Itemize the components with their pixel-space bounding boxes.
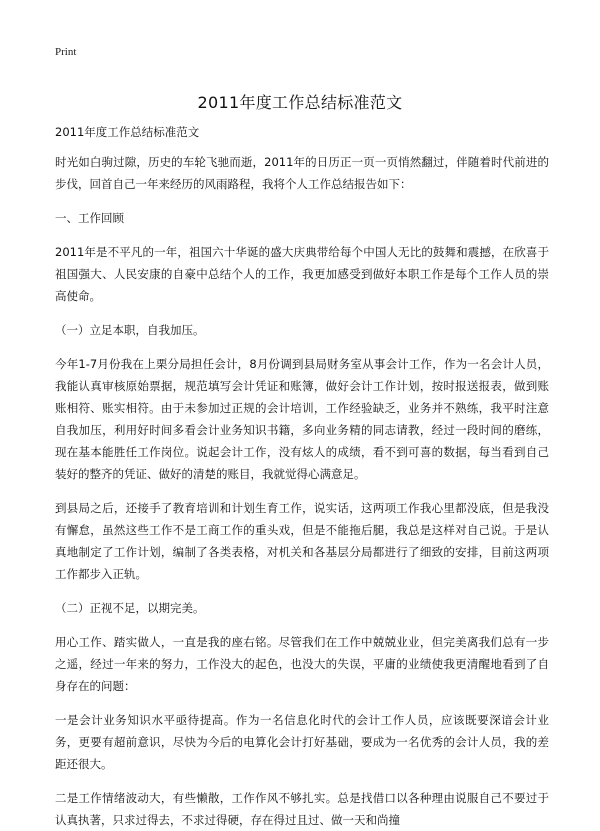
paragraph-problem-one: 一是会计业务知识水平亟待提高。作为一名信息化时代的会计工作人员，应该既要深谙会计业务，更要有超前意识，尽快为今后的电算化会计打好基础，要成为一名优秀的会计人员，我的差距还很大。 bbox=[55, 713, 549, 771]
paragraph-problem-two: 二是工作情绪波动大，有些懒散，工作作风不够扎实。总是找借口以各种理由说服自己不要过于认真执著，只求过得去，不求过得硬，存在得过且过、做一天和尚撞 bbox=[55, 791, 549, 827]
paragraph-year-overview: 2011年是不平凡的一年，祖国六十华诞的盛大庆典带给每个中国人无比的鼓舞和震撼，在欣喜于祖国强大、人民安康的自豪中总结个人的工作，我更加感受到做好本职工作是每个工作人员的崇高使命。 bbox=[55, 245, 549, 303]
page-title: 2011年度工作总结标准范文 bbox=[197, 92, 403, 112]
paragraph-motto: 用心工作、踏实做人，一直是我的座右铭。尽管我们在工作中兢兢业业，但完美离我们总有一步之遥，经过一年来的努力，工作没大的起色，也没大的失误，平庸的业绩使我更清醒地看到了自身存在的问题： bbox=[55, 635, 549, 693]
paragraph-accounting-work: 今年1-7月份我在上栗分局担任会计，8月份调到县局财务室从事会计工作，作为一名会计人员，我能认真审核原始票据，规范填写会计凭证和账簿，做好会计工作计划，按时报送报表，做到账账相符、账实相符。由于未参加过正规的会计培训，工作经验缺乏，业务并不熟练，我平时注意自我加压，利用好时间多看会计业务知识书籍，多向业务精的同志请教，经过一段时间的磨练，现在基本能胜任工作岗位。说起会计工作，没有炫人的成绩，看不到可喜的数据，每当看到自己装好的整齐的凭证、做好的清楚的账目，我就觉得心满意足。 bbox=[55, 357, 549, 481]
subheading-shortcomings: （二）正视不足，以期完美。 bbox=[55, 601, 205, 615]
print-link[interactable]: Print bbox=[55, 46, 77, 58]
paragraph-county-bureau: 到县局之后，还接手了教育培训和计划生育工作，说实话，这两项工作我心里都没底，但是我没有懈怠，虽然这些工作不是工商工作的重头戏，但是不能拖后腿，我总是这样对自己说。于是认真地制定了工作计划，编制了各类表格，对机关和各基层分局都进行了细致的安排，目前这两项工作都步入正轨。 bbox=[55, 501, 549, 581]
article-body bbox=[55, 121, 549, 831]
section-heading-review: 一、工作回顾 bbox=[55, 211, 124, 225]
subheading-self-pressure: （一）立足本职，自我加压。 bbox=[55, 323, 205, 337]
article-subtitle: 2011年度工作总结标准范文 bbox=[55, 125, 200, 139]
intro-paragraph: 时光如白驹过隙，历史的车轮飞驰而逝，2011年的日历正一页一页悄然翻过，伴随着时代前进的步伐，回首自己一年来经历的风雨路程，我将个人工作总结报告如下： bbox=[55, 155, 549, 191]
